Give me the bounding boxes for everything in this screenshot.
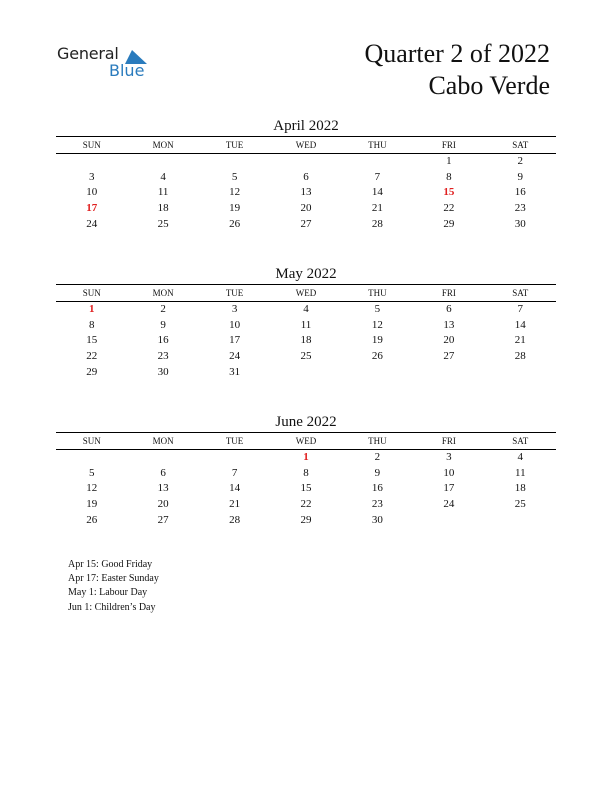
day-cell: 3 <box>446 451 452 463</box>
day-cell: 2 <box>160 303 166 315</box>
holiday-note: Apr 15: Good Friday <box>68 559 153 570</box>
holiday-note: May 1: Labour Day <box>68 587 148 599</box>
day-cell: 6 <box>303 170 309 183</box>
week-row <box>56 466 556 482</box>
week-row <box>56 318 556 334</box>
day-cell: 27 <box>443 350 455 363</box>
day-cell: 9 <box>374 466 381 479</box>
week-row <box>56 450 556 466</box>
day-cell: 19 <box>371 334 383 347</box>
day-cell: 29 <box>86 365 98 378</box>
empty-day-cell <box>342 365 413 381</box>
empty-day-cell <box>485 513 556 529</box>
day-cell: 20 <box>300 202 312 215</box>
month-june <box>56 412 556 528</box>
title-quarter: Quarter 2 of 2022 <box>364 39 550 68</box>
weekday-label: MON <box>152 288 174 298</box>
day-cell: 7 <box>231 466 238 479</box>
day-cell: 27 <box>300 217 312 230</box>
weekday-label: SAT <box>512 436 529 446</box>
weekday-label: SAT <box>512 288 529 298</box>
day-cell: 23 <box>514 202 526 215</box>
week-row <box>56 217 556 233</box>
day-cell: 7 <box>517 303 524 315</box>
empty-day-cell <box>56 450 127 466</box>
day-cell: 28 <box>514 350 526 363</box>
weekday-label: TUE <box>225 140 244 150</box>
day-cell: 18 <box>514 482 526 495</box>
empty-day-cell <box>127 450 198 466</box>
day-cell: 30 <box>157 365 169 378</box>
week-row <box>56 497 556 513</box>
day-cell: 15 <box>86 334 98 347</box>
week-row <box>56 170 556 186</box>
day-cell: 29 <box>300 513 312 526</box>
empty-day-cell <box>199 154 270 170</box>
weekday-label: FRI <box>441 436 456 446</box>
day-cell: 11 <box>514 466 526 479</box>
day-cell: 25 <box>157 217 169 230</box>
empty-day-cell <box>413 365 484 381</box>
weekday-label: THU <box>368 140 387 150</box>
weekday-label: WED <box>295 436 317 446</box>
day-cell: 22 <box>443 202 455 215</box>
day-cell: 13 <box>300 186 312 199</box>
day-cell: 8 <box>303 466 309 479</box>
holiday-note: Jun 1: Children’s Day <box>68 601 156 613</box>
day-cell: 30 <box>371 513 383 526</box>
day-cell: 24 <box>86 217 98 230</box>
day-cell: 5 <box>231 170 238 183</box>
day-cell: 21 <box>229 498 241 511</box>
day-cell: 24 <box>443 498 455 511</box>
day-cell: 16 <box>157 334 169 347</box>
day-cell: 30 <box>514 217 526 230</box>
day-cell: 18 <box>300 334 312 347</box>
day-cell: 26 <box>229 217 241 230</box>
weekday-label: SUN <box>82 288 101 298</box>
weekday-label: WED <box>295 288 317 298</box>
month-title: June 2022 <box>275 414 337 430</box>
day-cell: 24 <box>229 350 241 363</box>
day-cell: 7 <box>374 170 381 183</box>
day-cell: 23 <box>157 350 169 363</box>
week-row <box>56 201 556 217</box>
day-cell: 5 <box>374 303 381 315</box>
day-cell: 26 <box>86 513 98 526</box>
day-cell: 4 <box>517 451 524 463</box>
day-cell: 25 <box>300 350 312 363</box>
day-cell: 17 <box>443 482 455 495</box>
empty-day-cell <box>342 154 413 170</box>
day-cell: 29 <box>443 217 455 230</box>
day-cell: 16 <box>371 482 383 495</box>
weekday-label: THU <box>368 436 387 446</box>
weekday-label: SAT <box>512 140 529 150</box>
weekday-label: THU <box>368 288 387 298</box>
day-cell: 19 <box>229 202 241 215</box>
holiday-day-cell: 17 <box>86 202 98 215</box>
day-cell: 20 <box>443 334 455 347</box>
month-title: April 2022 <box>273 118 339 134</box>
weekday-label: MON <box>152 140 174 150</box>
empty-day-cell <box>485 365 556 381</box>
day-cell: 10 <box>229 318 241 331</box>
week-row <box>56 302 556 318</box>
week-row <box>56 349 556 365</box>
day-cell: 6 <box>160 466 166 479</box>
week-row <box>56 185 556 201</box>
week-row <box>56 365 556 381</box>
holiday-notes <box>68 558 159 615</box>
day-cell: 28 <box>229 513 241 526</box>
weekday-header <box>56 284 556 302</box>
holiday-day-cell: 1 <box>88 303 95 315</box>
day-cell: 21 <box>514 334 526 347</box>
week-row <box>56 333 556 349</box>
empty-day-cell <box>270 154 341 170</box>
logo-text-blue: Blue <box>109 61 145 80</box>
day-cell: 25 <box>514 498 526 511</box>
weekday-label: MON <box>152 436 174 446</box>
logo-text-general: General <box>57 44 119 63</box>
empty-day-cell <box>413 513 484 529</box>
day-cell: 3 <box>231 303 238 315</box>
day-cell: 12 <box>229 186 241 199</box>
day-cell: 14 <box>371 186 383 199</box>
day-cell: 4 <box>303 303 309 315</box>
day-cell: 17 <box>229 334 241 347</box>
weekday-label: FRI <box>441 288 456 298</box>
day-cell: 2 <box>374 451 381 463</box>
day-cell: 9 <box>517 170 524 183</box>
weekday-label: SUN <box>82 436 101 446</box>
weekday-label: FRI <box>441 140 456 150</box>
generalblue-logo <box>57 44 157 84</box>
holiday-day-cell: 1 <box>303 451 309 463</box>
day-cell: 8 <box>446 170 452 183</box>
day-cell: 12 <box>371 318 383 331</box>
day-cell: 5 <box>88 466 95 479</box>
title-country: Cabo Verde <box>428 71 550 100</box>
day-cell: 1 <box>446 155 452 167</box>
day-cell: 11 <box>300 318 312 331</box>
day-cell: 22 <box>86 350 98 363</box>
day-cell: 14 <box>229 482 241 495</box>
day-cell: 22 <box>300 498 312 511</box>
weekday-label: WED <box>295 140 317 150</box>
weekday-label: TUE <box>225 436 244 446</box>
day-cell: 2 <box>517 155 524 167</box>
weekday-label: TUE <box>225 288 244 298</box>
page-title <box>364 38 550 102</box>
day-cell: 10 <box>443 466 455 479</box>
day-cell: 18 <box>157 202 169 215</box>
day-cell: 12 <box>86 482 98 495</box>
day-cell: 4 <box>160 170 166 183</box>
holiday-note: Apr 17: Easter Sunday <box>68 573 159 585</box>
day-cell: 27 <box>157 513 169 526</box>
weekday-header <box>56 432 556 450</box>
day-cell: 11 <box>157 186 169 199</box>
day-cell: 16 <box>514 186 526 199</box>
day-cell: 14 <box>514 318 526 331</box>
day-cell: 20 <box>157 498 169 511</box>
day-cell: 13 <box>443 318 455 331</box>
day-cell: 15 <box>300 482 312 495</box>
week-row <box>56 154 556 170</box>
day-cell: 10 <box>86 186 98 199</box>
day-cell: 23 <box>371 498 383 511</box>
day-cell: 3 <box>88 170 95 183</box>
day-cell: 28 <box>371 217 383 230</box>
day-cell: 6 <box>446 303 452 315</box>
weekday-header <box>56 136 556 154</box>
holiday-day-cell: 15 <box>443 186 455 199</box>
month-may <box>56 264 556 380</box>
month-april <box>56 116 556 232</box>
day-cell: 19 <box>86 498 98 511</box>
week-row <box>56 481 556 497</box>
empty-day-cell <box>56 154 127 170</box>
day-cell: 26 <box>371 350 383 363</box>
day-cell: 9 <box>160 318 166 331</box>
day-cell: 21 <box>371 202 383 215</box>
empty-day-cell <box>270 365 341 381</box>
weekday-label: SUN <box>82 140 101 150</box>
empty-day-cell <box>127 154 198 170</box>
month-title: May 2022 <box>275 266 337 282</box>
day-cell: 8 <box>88 318 95 331</box>
empty-day-cell <box>199 450 270 466</box>
day-cell: 31 <box>229 365 241 378</box>
day-cell: 13 <box>157 482 169 495</box>
week-row <box>56 513 556 529</box>
